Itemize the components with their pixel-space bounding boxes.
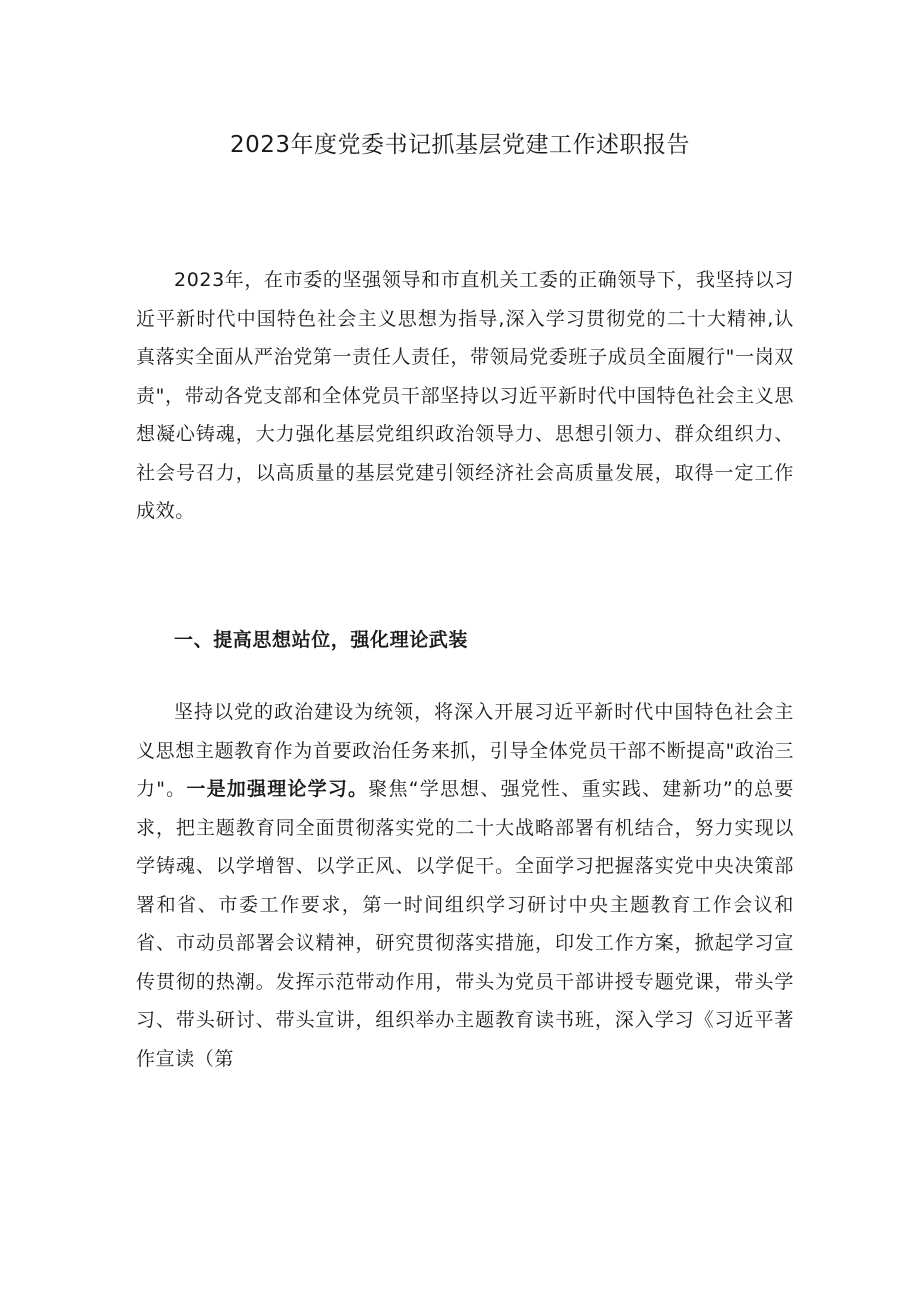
section-1-text-a: 坚持以党的政治建设为统领，将深入开展习近平新时代中国特色社会主义思想主题教育作为首要政治任务来抓，引导全体党员干部不断提高"政治三力"。 xyxy=(136,701,794,800)
section-1-paragraph xyxy=(136,693,794,1078)
section-1-heading: 一、提高思想站位，强化理论武装 xyxy=(174,629,469,651)
section-1-bold-lead: 一是加强理论学习。 xyxy=(186,778,369,800)
section-1-text-b: 聚焦“学思想、强党性、重实践、建新功”的总要求，把主题教育同全面贯彻落实党的二十大战略部署有机结合，努力实现以学铸魂、以学增智、以学正风、以学促干。全面学习把握落实党中央决策部署和省、市委工作要求，第一时间组织学习研讨中央主题教育工作会议和省、市动员部署会议精神，研究贯彻落实措施，印发工作方案，掀起学习宣传贯彻的热潮。发挥示范带动作用，带头为党员干部讲授专题党课，带头学习、带头研讨、带头宣讲，组织举办主题教育读书班，深入学习《习近平著作宣读（第 xyxy=(136,778,794,1070)
document-title: 2023年度党委书记抓基层党建工作述职报告 xyxy=(229,132,691,158)
intro-paragraph: 2023年，在市委的坚强领导和市直机关工委的正确领导下，我坚持以习近平新时代中国特色社会主义思想为指导,深入学习贯彻党的二十大精神,认真落实全面从严治党第一责任人责任，带领局党委班子成员全面履行"一岗双责"，带动各党支部和全体党员干部坚持以习近平新时代中国特色社会主义思想凝心铸魂，大力强化基层党组织政治领导力、思想引领力、群众组织力、社会号召力，以高质量的基层党建引领经济社会高质量发展，取得一定工作成效。 xyxy=(136,269,794,522)
